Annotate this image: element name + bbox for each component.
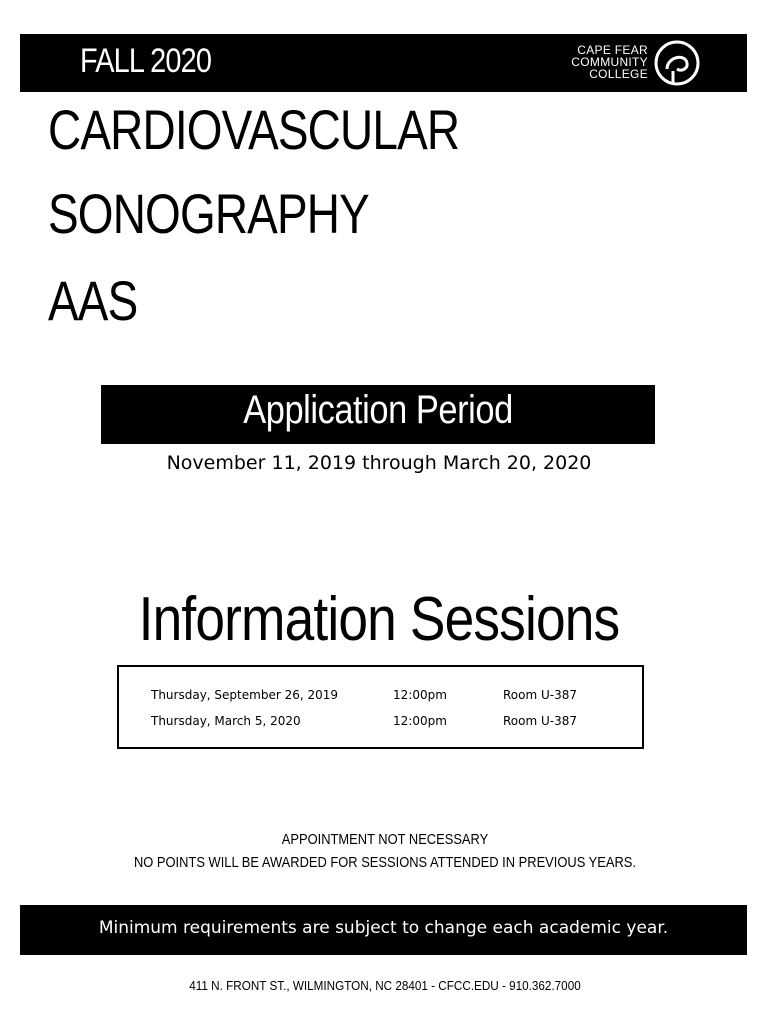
header-bar	[20, 34, 747, 92]
session-time: 12:00pm	[393, 688, 447, 702]
session-date: Thursday, March 5, 2020	[151, 714, 301, 728]
info-sessions-heading: Information Sessions	[138, 585, 620, 654]
program-title-line-2: SONOGRAPHY	[48, 182, 369, 245]
cfcc-logo-icon	[653, 39, 701, 87]
session-row	[119, 714, 646, 734]
sessions-box	[117, 665, 644, 749]
logo-line-1: CAPE FEAR	[577, 43, 648, 57]
application-period-heading: Application Period	[243, 388, 513, 432]
logo-line-3: COLLEGE	[589, 67, 648, 81]
term-label: FALL 2020	[80, 42, 212, 80]
notice-appointment: APPOINTMENT NOT NECESSARY	[281, 831, 489, 848]
requirements-note: Minimum requirements are subject to change each academic year.	[98, 918, 669, 938]
session-row	[119, 688, 646, 708]
session-room: Room U-387	[503, 714, 578, 728]
application-dates: November 11, 2019 through March 20, 2020	[166, 452, 592, 474]
logo-line-2: COMMUNITY	[571, 55, 648, 69]
session-room: Room U-387	[503, 688, 578, 702]
session-time: 12:00pm	[393, 714, 447, 728]
requirements-bar	[20, 905, 747, 955]
application-period-bar	[101, 385, 655, 444]
footer-contact: 411 N. FRONT ST., WILMINGTON, NC 28401 - CFCC.EDU - 910.362.7000	[189, 978, 581, 993]
notice-points: NO POINTS WILL BE AWARDED FOR SESSIONS ATTENDED IN PREVIOUS YEARS.	[133, 854, 636, 871]
session-date: Thursday, September 26, 2019	[151, 688, 339, 702]
college-logo-text	[571, 44, 648, 80]
program-title-line-3: AAS	[48, 269, 138, 332]
program-title-line-1: CARDIOVASCULAR	[48, 98, 460, 161]
